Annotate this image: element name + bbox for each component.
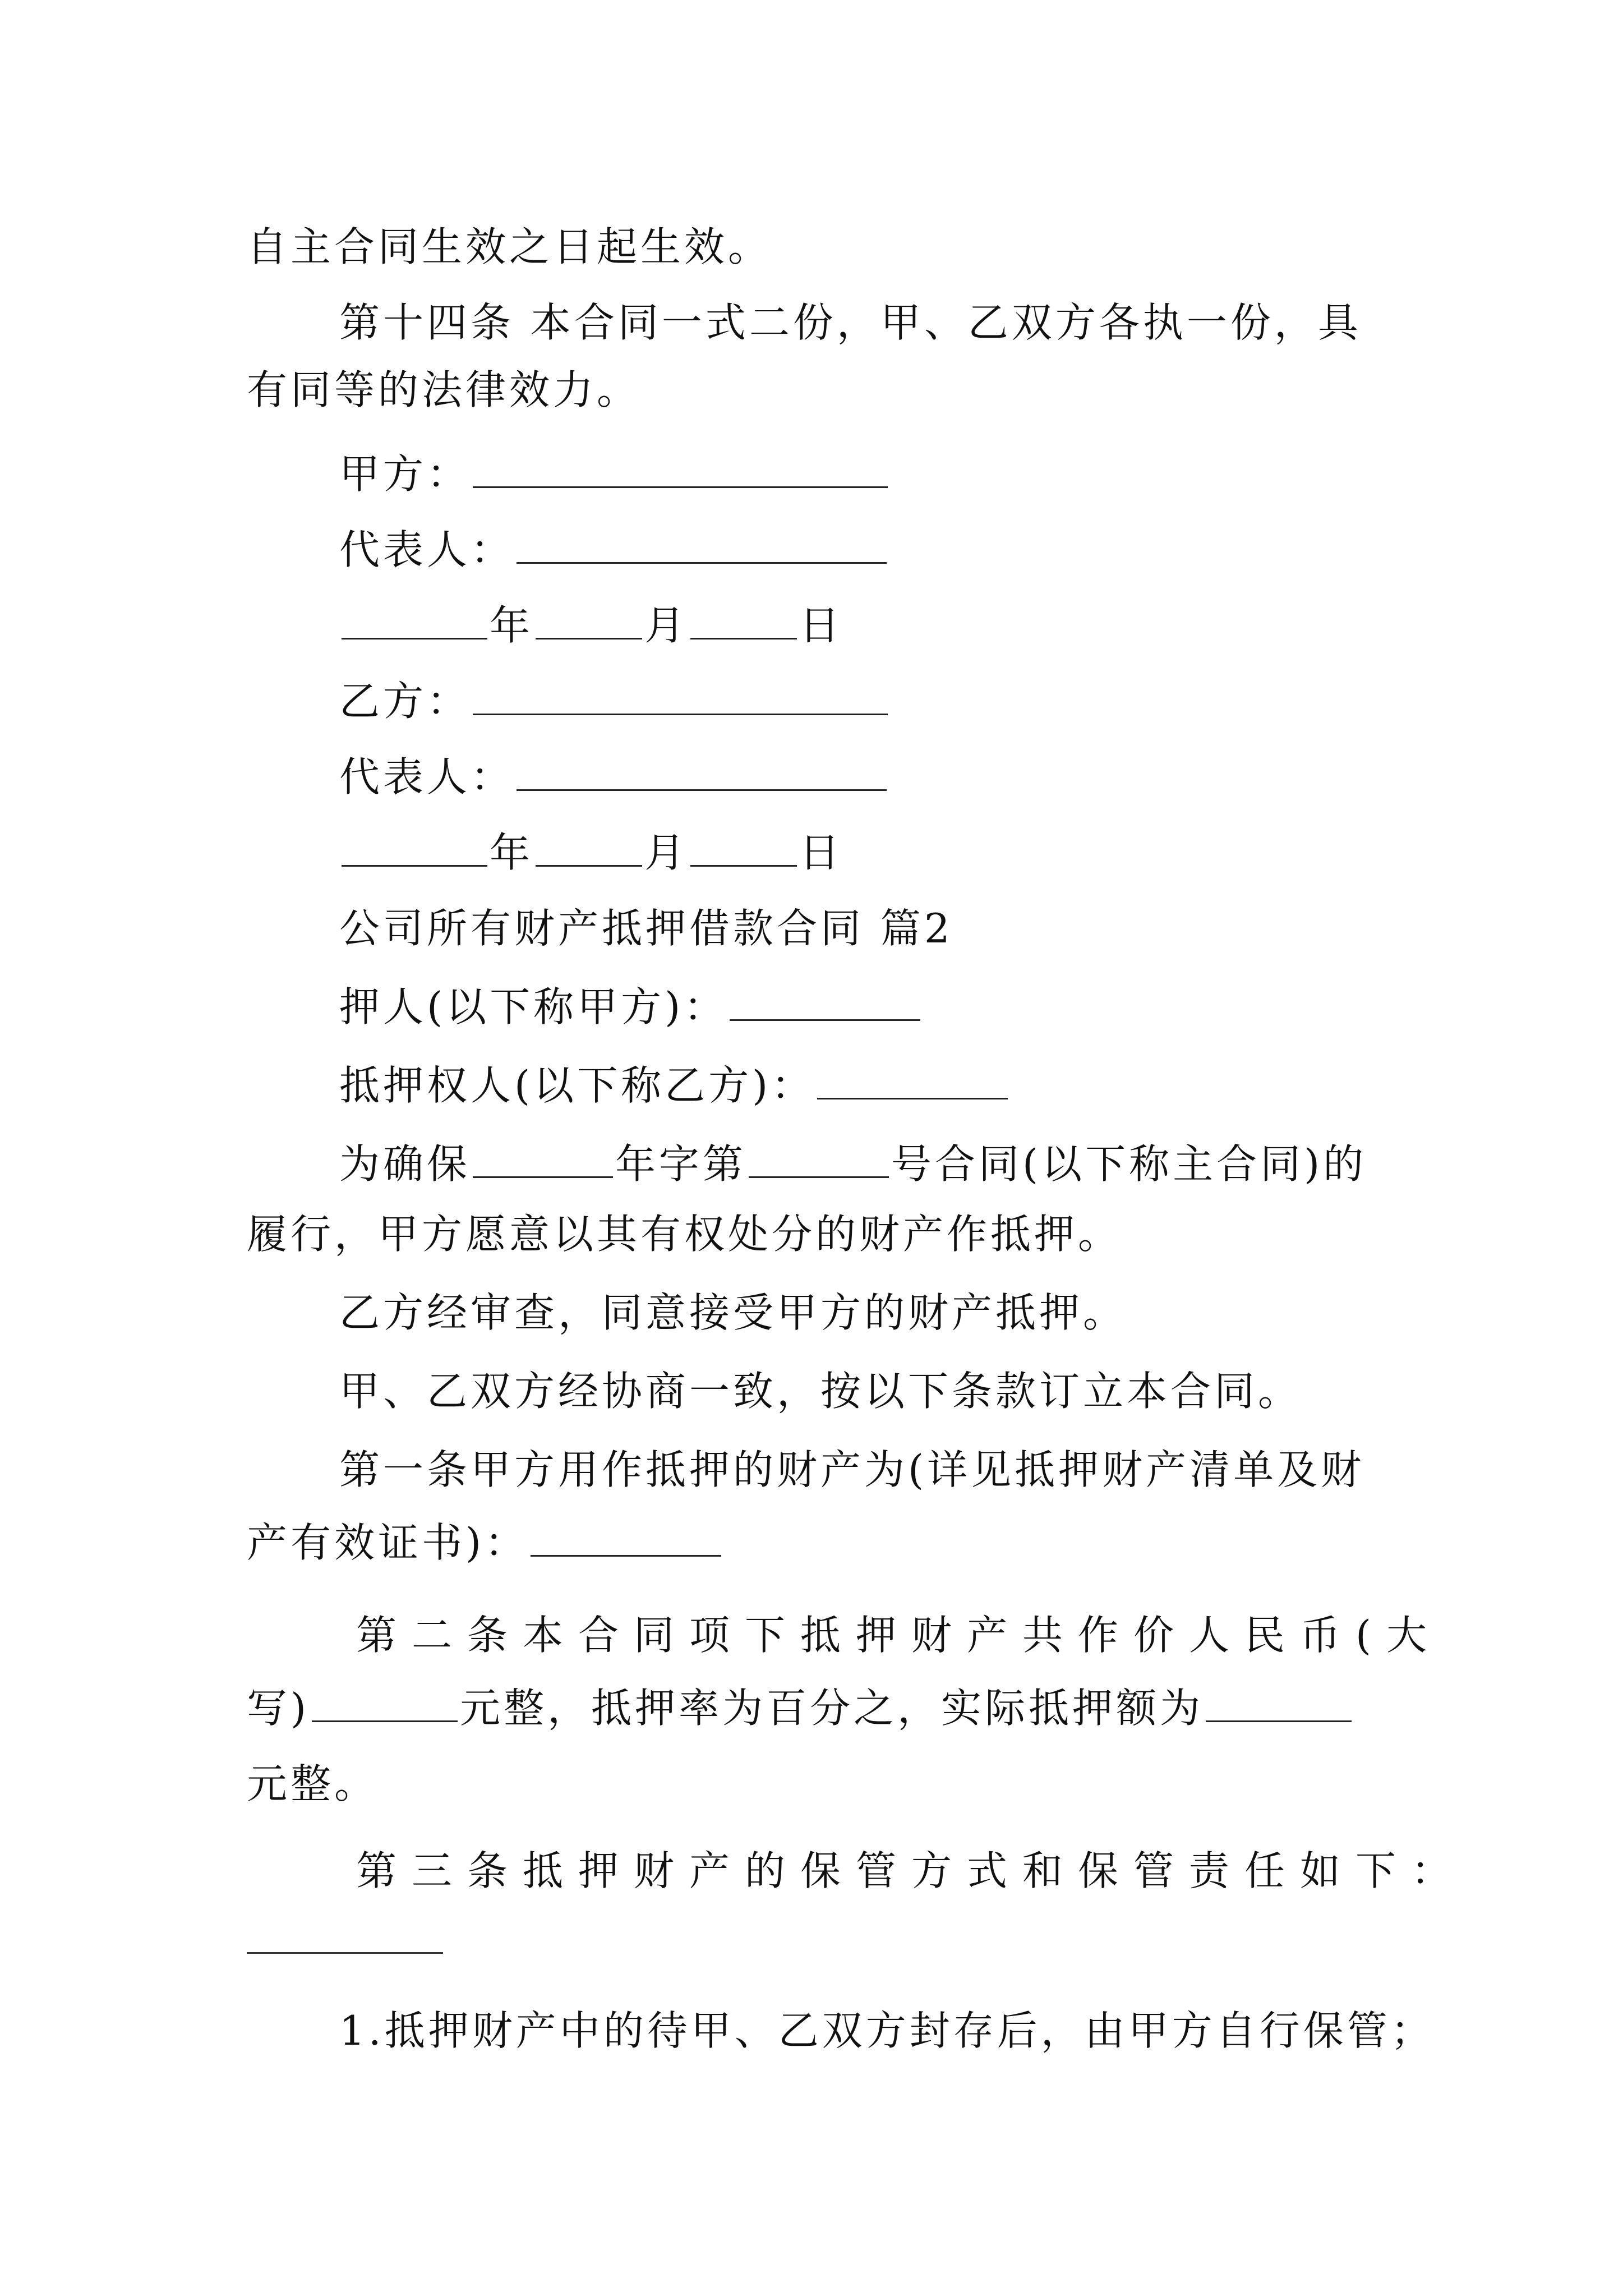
party-a-label: 甲方：	[339, 450, 471, 498]
paragraph-text: 第二条本合同项下抵押财产共作价人民币(大	[356, 1612, 1442, 1659]
paragraph-text: 为确保	[339, 1140, 471, 1188]
pledgor-label: 押人(以下称甲方)：	[339, 983, 728, 1030]
paragraph-text: 乙方经审查，同意接受甲方的财产抵押。	[339, 1289, 1127, 1336]
section-title	[339, 898, 1391, 959]
signature-blank	[473, 674, 888, 715]
year-label: 年	[490, 829, 534, 876]
date-a-line	[339, 595, 1391, 656]
paragraph-text: 元整，抵押率为百分之，实际抵押额为	[460, 1685, 1204, 1732]
month-blank	[536, 826, 642, 867]
pledge-amount-blank	[1206, 1681, 1352, 1722]
representative-label: 代表人：	[339, 526, 515, 573]
contract-year-blank	[473, 1137, 613, 1178]
article-2-line2	[247, 1677, 1391, 1739]
text-line	[247, 216, 1391, 278]
section-title-text: 公司所有财产抵押借款合同 篇2	[339, 905, 953, 952]
pledgee-blank	[817, 1059, 1008, 1099]
month-label: 月	[644, 829, 689, 876]
ensure-line1	[339, 1133, 1391, 1195]
party-b-line	[339, 670, 1391, 732]
signature-blank	[517, 750, 887, 791]
divider-rule	[247, 1952, 443, 1954]
article-14-line2	[247, 359, 1391, 421]
paragraph-text: 第十四条 本合同一式二份，甲、乙双方各执一份，具	[339, 299, 1362, 346]
signature-blank	[517, 523, 887, 564]
paragraph-text: 产有效证书)：	[247, 1519, 529, 1566]
article-2-line3	[247, 1753, 1391, 1815]
article-1-line1	[339, 1439, 1391, 1501]
article-1-line2	[247, 1512, 1391, 1573]
paragraph-text: 元整。	[247, 1760, 379, 1807]
contract-number-blank	[749, 1137, 889, 1178]
representative-b-line	[339, 746, 1391, 808]
paragraph-text: 有同等的法律效力。	[247, 366, 641, 413]
paragraph-text: 写)	[247, 1685, 310, 1732]
paragraph-text: 号合同(以下称主合同)的	[891, 1140, 1367, 1188]
year-blank	[342, 599, 487, 639]
representative-a-line	[339, 519, 1391, 581]
party-a-line	[339, 443, 1391, 505]
article-3-line	[356, 1840, 1467, 1902]
day-blank	[690, 826, 797, 867]
paragraph-text: 甲、乙双方经协商一致，按以下条款订立本合同。	[339, 1368, 1302, 1415]
day-label: 日	[799, 602, 843, 649]
agree-line	[339, 1360, 1391, 1422]
paragraph-text: 履行，甲方愿意以其有权处分的财产作抵押。	[247, 1211, 1122, 1258]
paragraph-text: 第一条甲方用作抵押的财产为(详见抵押财产清单及财	[339, 1446, 1365, 1493]
item-1-line	[339, 2000, 1435, 2062]
representative-label: 代表人：	[339, 753, 515, 800]
ensure-line2	[247, 1203, 1391, 1265]
paragraph-text: 年字第	[615, 1140, 747, 1188]
signature-blank	[473, 447, 888, 488]
month-blank	[536, 599, 642, 639]
month-label: 月	[644, 602, 689, 649]
day-label: 日	[799, 829, 843, 876]
party-b-label: 乙方：	[339, 678, 471, 725]
property-blank	[531, 1516, 721, 1557]
pledgor-line	[339, 976, 1391, 1038]
review-line	[339, 1282, 1391, 1343]
day-blank	[690, 599, 797, 639]
date-b-line	[339, 822, 1391, 884]
paragraph-text: 第三条抵押财产的保管方式和保管责任如下：	[356, 1847, 1467, 1894]
article-2-line1	[356, 1604, 1442, 1666]
amount-blank	[312, 1681, 458, 1722]
paragraph-text: 1.抵押财产中的待甲、乙双方封存后，由甲方自行保管；	[339, 2007, 1435, 2054]
article-14-line1	[339, 292, 1391, 353]
year-blank	[342, 826, 487, 867]
pledgor-blank	[730, 980, 920, 1021]
pledgee-label: 抵押权人(以下称乙方)：	[339, 1062, 815, 1109]
pledgee-line	[339, 1055, 1391, 1116]
paragraph-text: 自主合同生效之日起生效。	[247, 223, 772, 270]
year-label: 年	[490, 602, 534, 649]
